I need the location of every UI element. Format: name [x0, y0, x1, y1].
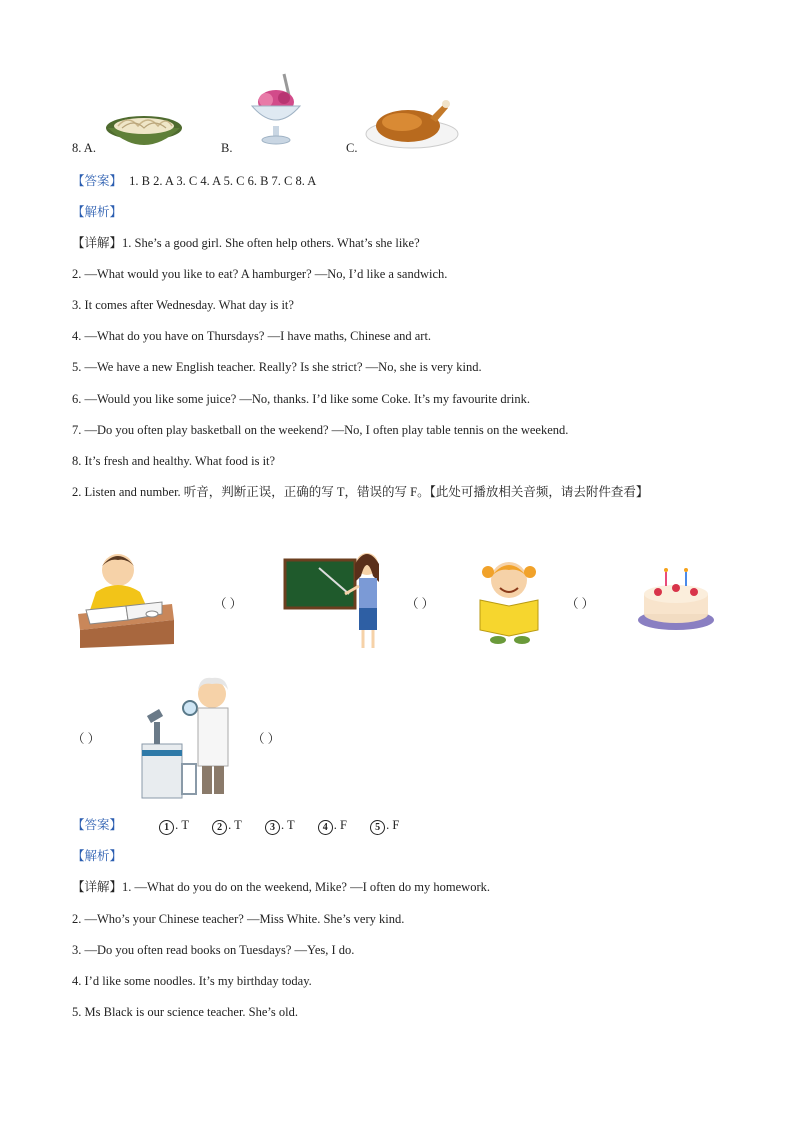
option-8c-label: C.: [346, 141, 358, 155]
answer2-item-3: [265, 818, 295, 832]
answer2-num-4: 4: [318, 820, 333, 835]
answer2-num-1: 1: [159, 820, 174, 835]
answer2-tag: 【答案】: [72, 817, 123, 832]
detail-line-5: 5. —We have a new English teacher. Really? Is she strict? —No, she is very kind.: [72, 360, 482, 374]
detail-line-8: 8. It’s fresh and healthy. What food is it?: [72, 454, 276, 468]
answer-tag: 【答案】: [72, 173, 123, 188]
answer-text: 1. B 2. A 3. C 4. A 5. C 6. B 7. C 8. A: [129, 174, 317, 188]
answer-line-1: [72, 173, 316, 189]
option-8b-label: B.: [221, 141, 233, 155]
detail2-line-3: 3. —Do you often read books on Tuesdays? —Yes, I do.: [72, 943, 355, 957]
answer2-item-2: [212, 818, 242, 832]
detail-line-6: 6. —Would you like some juice? —No, thanks. I’d like some Coke. It’s my favourite drink.: [72, 392, 530, 406]
detail2-text-1: 1. —What do you do on the weekend, Mike? —I often do my homework.: [122, 880, 490, 894]
answer2-item-4: [318, 818, 347, 832]
answer-line-2: [72, 817, 419, 835]
answer2-val-1: . T: [175, 818, 190, 832]
blank-1[interactable]: （ ）: [214, 597, 243, 611]
answer2-num-5: 5: [370, 820, 385, 835]
answer2-item-5: [370, 818, 399, 832]
girl-reading-book-icon: [476, 556, 542, 646]
answer2-num-3: 3: [265, 820, 280, 835]
boy-doing-homework-icon: [76, 548, 176, 652]
answer2-val-5: . F: [386, 818, 400, 832]
part2-title: 2. Listen and number. 听音，判断正误，正确的写 T，错误的写 F。【此处可播放相关音频，请去附件查看】: [72, 485, 649, 499]
blank-4[interactable]: （ ）: [72, 732, 101, 746]
detail-line-3: 3. It comes after Wednesday. What day is it?: [72, 298, 294, 312]
option-8a-label: 8. A.: [72, 141, 96, 155]
answer2-item-1: [159, 818, 189, 832]
blank-5[interactable]: （ ）: [252, 732, 281, 746]
detail-line-2: 2. —What would you like to eat? A hamburger? —No, I’d like a sandwich.: [72, 267, 448, 281]
answer2-val-2: . T: [228, 818, 242, 832]
answer2-val-4: . F: [333, 818, 347, 832]
teacher-at-blackboard-icon: [283, 546, 393, 654]
detail-text-1: 1. She’s a good girl. She often help others. What’s she like?: [122, 236, 420, 250]
roast-chicken-icon: [364, 96, 460, 152]
detail2-tag: 【详解】: [72, 879, 123, 894]
blank-3[interactable]: （ ）: [566, 597, 595, 611]
scientist-with-microscope-icon: [140, 672, 240, 802]
detail-line-4: 4. —What do you have on Thursdays? —I have maths, Chinese and art.: [72, 329, 432, 343]
ice-cream-sundae-icon: [244, 70, 308, 150]
detail-tag: 【详解】: [72, 235, 123, 250]
answer2-num-2: 2: [212, 820, 227, 835]
blank-2[interactable]: （ ）: [406, 597, 435, 611]
detail2-line-2: 2. —Who’s your Chinese teacher? —Miss White. She’s very kind.: [72, 912, 405, 926]
detail2-line-4: 4. I’d like some noodles. It’s my birthday today.: [72, 974, 312, 988]
answer2-val-3: . T: [280, 818, 295, 832]
detail2-line-1: [72, 879, 490, 895]
analysis2-tag: 【解析】: [72, 848, 123, 863]
noodles-bowl-icon: [104, 106, 184, 154]
detail-line-1: [72, 235, 420, 251]
birthday-cake-icon: [636, 564, 716, 634]
detail2-line-5: 5. Ms Black is our science teacher. She’s old.: [72, 1005, 298, 1019]
analysis-tag: 【解析】: [72, 204, 123, 219]
detail-line-7: 7. —Do you often play basketball on the weekend? —No, I often play table tennis on the weekend.: [72, 423, 569, 437]
